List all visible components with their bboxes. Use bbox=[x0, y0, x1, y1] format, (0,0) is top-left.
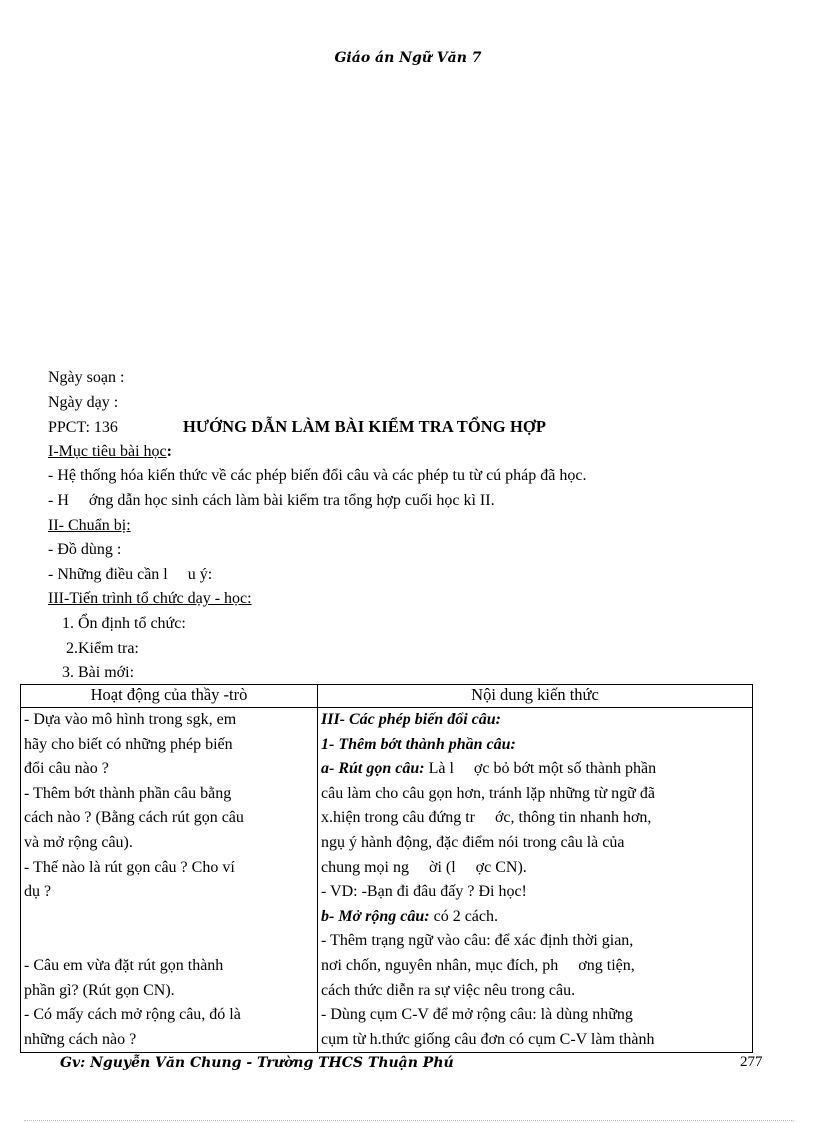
right-line: nơi chốn, nguyên nhân, mục đích, ph ơng tiện, bbox=[321, 956, 635, 974]
left-line bbox=[24, 929, 314, 954]
mo-rong-label: b- Mở rộng câu: bbox=[321, 907, 430, 925]
ngay-day: Ngày dạy : bbox=[48, 393, 119, 411]
right-line: cụm từ h.thức giống câu đơn có cụm C-V làm thành bbox=[321, 1030, 655, 1048]
chuan-bi-heading: II- Chuẩn bị: bbox=[48, 516, 131, 534]
right-line: cách thức diễn ra sự việc nêu trong câu. bbox=[321, 981, 576, 999]
section-heading: III- Các phép biến đổi câu: bbox=[321, 711, 501, 728]
ppct: PPCT: 136 bbox=[48, 419, 118, 437]
luu-y: - Những điều cần l u ý: bbox=[48, 565, 213, 583]
right-line: ngụ ý hành động, đặc điểm nói trong câu là của bbox=[321, 833, 625, 851]
muc-tieu-colon: : bbox=[166, 442, 172, 460]
right-line: - Thêm trạng ngữ vào câu: để xác định thời gian, bbox=[321, 932, 634, 950]
left-line: - Câu em vừa đặt rút gọn thành bbox=[24, 956, 224, 974]
muc-tieu-heading: I-Mục tiêu bài học bbox=[48, 442, 167, 460]
ppct-title-line bbox=[48, 415, 586, 440]
page-divider bbox=[24, 1120, 794, 1121]
page-number: 277 bbox=[740, 1054, 763, 1070]
step-2: 2.Kiểm tra: bbox=[66, 639, 139, 657]
left-line: hãy cho biết có những phép biến bbox=[24, 735, 233, 753]
knowledge-content bbox=[318, 708, 753, 1053]
page-footer: Gv: Nguyễn Văn Chung - Trường THCS Thuận Phú bbox=[60, 1055, 454, 1071]
muc-tieu-heading-line bbox=[48, 440, 586, 465]
right-line bbox=[321, 905, 749, 930]
left-line bbox=[24, 905, 314, 930]
left-line: những cách nào ? bbox=[24, 1030, 137, 1048]
table-row bbox=[21, 708, 753, 1053]
lesson-meta bbox=[48, 366, 586, 686]
right-line bbox=[321, 757, 749, 782]
mo-rong-text: có 2 cách. bbox=[429, 907, 498, 925]
table-header-row bbox=[21, 685, 753, 708]
rut-gon-label: a- Rút gọn câu: bbox=[321, 760, 425, 778]
muc-tieu-1: - Hệ thống hóa kiến thức về các phép biến đổi câu và các phép tu từ cú pháp đã học. bbox=[48, 467, 587, 485]
lesson-title: HƯỚNG DẪN LÀM BÀI KIỂM TRA TỔNG HỢP bbox=[183, 417, 547, 437]
muc-tieu-2: - H ớng dẫn học sinh cách làm bài kiểm tra tổng hợp cuối học kì II. bbox=[48, 491, 495, 509]
left-line: - Có mấy cách mở rộng câu, đó là bbox=[24, 1006, 241, 1024]
right-line: chung mọi ng ời (l ợc CN). bbox=[321, 858, 527, 876]
subsection-heading: 1- Thêm bớt thành phần câu: bbox=[321, 735, 516, 753]
lesson-table bbox=[20, 684, 753, 1053]
left-line: cách nào ? (Bằng cách rút gọn câu bbox=[24, 809, 244, 827]
col-left-header: Hoạt động của thầy -trò bbox=[21, 685, 318, 708]
step-3: 3. Bài mới: bbox=[62, 664, 135, 682]
left-line: dụ ? bbox=[24, 883, 52, 901]
do-dung: - Đồ dùng : bbox=[48, 541, 122, 559]
rut-gon-text: Là l ợc bỏ bớt một số thành phần bbox=[424, 760, 657, 778]
right-line: - Dùng cụm C-V để mở rộng câu: là dùng những bbox=[321, 1006, 633, 1024]
right-line: - VD: -Bạn đi đâu đấy ? Đi học! bbox=[321, 883, 527, 901]
left-line: - Dựa vào mô hình trong sgk, em bbox=[24, 711, 237, 728]
right-line: câu làm cho câu gọn hơn, tránh lặp những từ ngữ đã bbox=[321, 784, 655, 802]
left-line: đổi câu nào ? bbox=[24, 760, 109, 778]
teacher-student-activity bbox=[21, 708, 318, 1053]
left-line: phần gì? (Rút gọn CN). bbox=[24, 981, 175, 999]
step-1: 1. Ổn định tổ chức: bbox=[62, 614, 186, 632]
left-line: - Thêm bớt thành phần câu bằng bbox=[24, 784, 232, 802]
ngay-soan: Ngày soạn : bbox=[48, 369, 125, 386]
col-right-header: Nội dung kiến thức bbox=[318, 685, 753, 708]
tien-trinh-heading: III-Tiến trình tổ chức dạy - học: bbox=[48, 590, 252, 608]
page-header: Giáo án Ngữ Văn 7 bbox=[334, 50, 482, 66]
left-line: - Thế nào là rút gọn câu ? Cho ví bbox=[24, 858, 235, 876]
right-line: x.hiện trong câu đứng tr ớc, thông tin nhanh hơn, bbox=[321, 809, 652, 827]
left-line: và mở rộng câu). bbox=[24, 833, 133, 851]
